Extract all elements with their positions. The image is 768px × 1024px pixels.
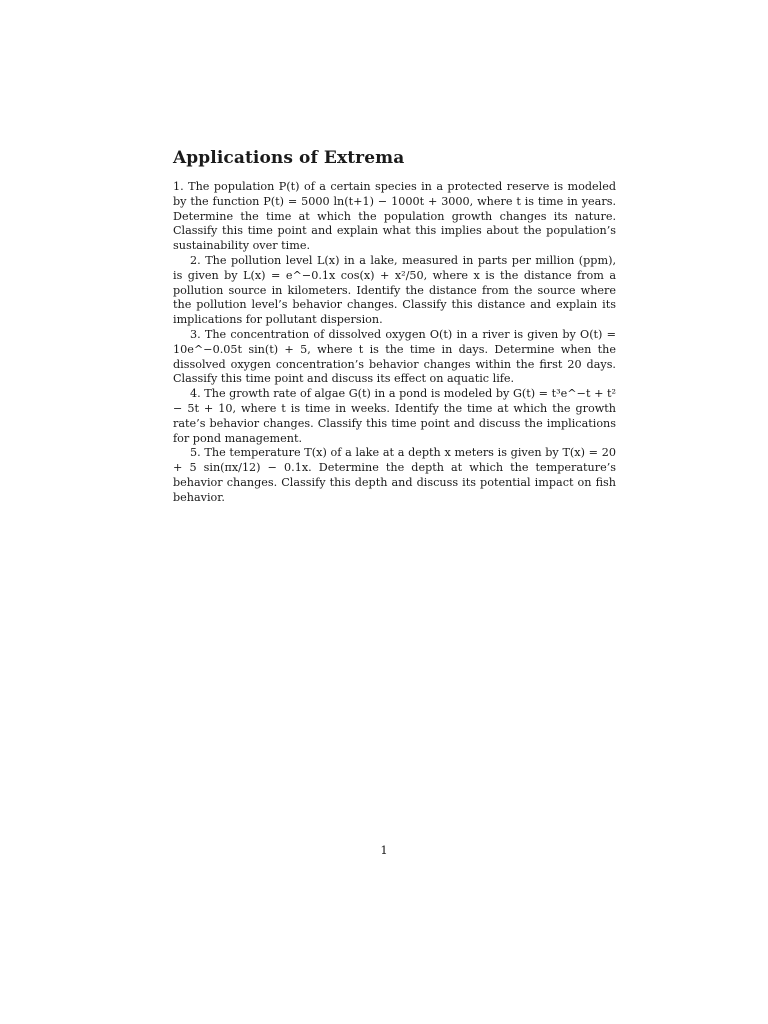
problem-text: The growth rate of algae G(t) in a pond is modeled by G(t) = t³e^−t + t² − 5t + 10, where t is time in weeks. Identify the time at which the growth rate’s behavior changes. Classify this time point and discuss the implications for pond management.	[173, 387, 616, 445]
page-title: Applications of Extrema	[173, 148, 405, 168]
problem-4	[173, 387, 616, 446]
document-page	[173, 148, 616, 506]
problem-number: 1.	[173, 180, 184, 193]
problem-text: The pollution level L(x) in a lake, measured in parts per million (ppm), is given by L(x) = e^−0.1x cos(x) + x²/50, where x is the distance from a pollution source in kilometers. Identify the distance from the source where the pollution level’s behavior changes. Classify this distance and explain its implications for pollutant dispersion.	[173, 253, 617, 327]
problem-1	[173, 180, 616, 254]
problem-list	[173, 180, 616, 506]
problem-5	[173, 446, 616, 505]
page-number: 1	[380, 843, 388, 857]
problem-number: 2.	[190, 253, 201, 267]
problem-3	[173, 328, 616, 387]
problem-text: The concentration of dissolved oxygen O(t) in a river is given by O(t) = 10e^−0.05t sin(t) + 5, where t is the time in days. Determine when the dissolved oxygen concentration’s behavior changes within the first 20 days. Classify this time point and discuss its effect on aquatic life.	[173, 327, 616, 386]
problem-2	[173, 254, 616, 328]
problem-number: 4.	[190, 387, 201, 401]
problem-text: The population P(t) of a certain species in a protected reserve is modeled by the function P(t) = 5000 ln(t+1) − 1000t + 3000, where t is time in years. Determine the time at which the population growth changes its nature. Classify this time point and explain what this implies about the population’s sustainability over time.	[173, 180, 617, 253]
problem-number: 5.	[190, 446, 201, 460]
problem-number: 3.	[190, 327, 201, 341]
problem-text: The temperature T(x) of a lake at a depth x meters is given by T(x) = 20 + 5 sin(πx/12) − 0.1x. Determine the depth at which the temperature’s behavior changes. Classify this depth and discuss its potential impact on fish behavior.	[173, 446, 616, 504]
